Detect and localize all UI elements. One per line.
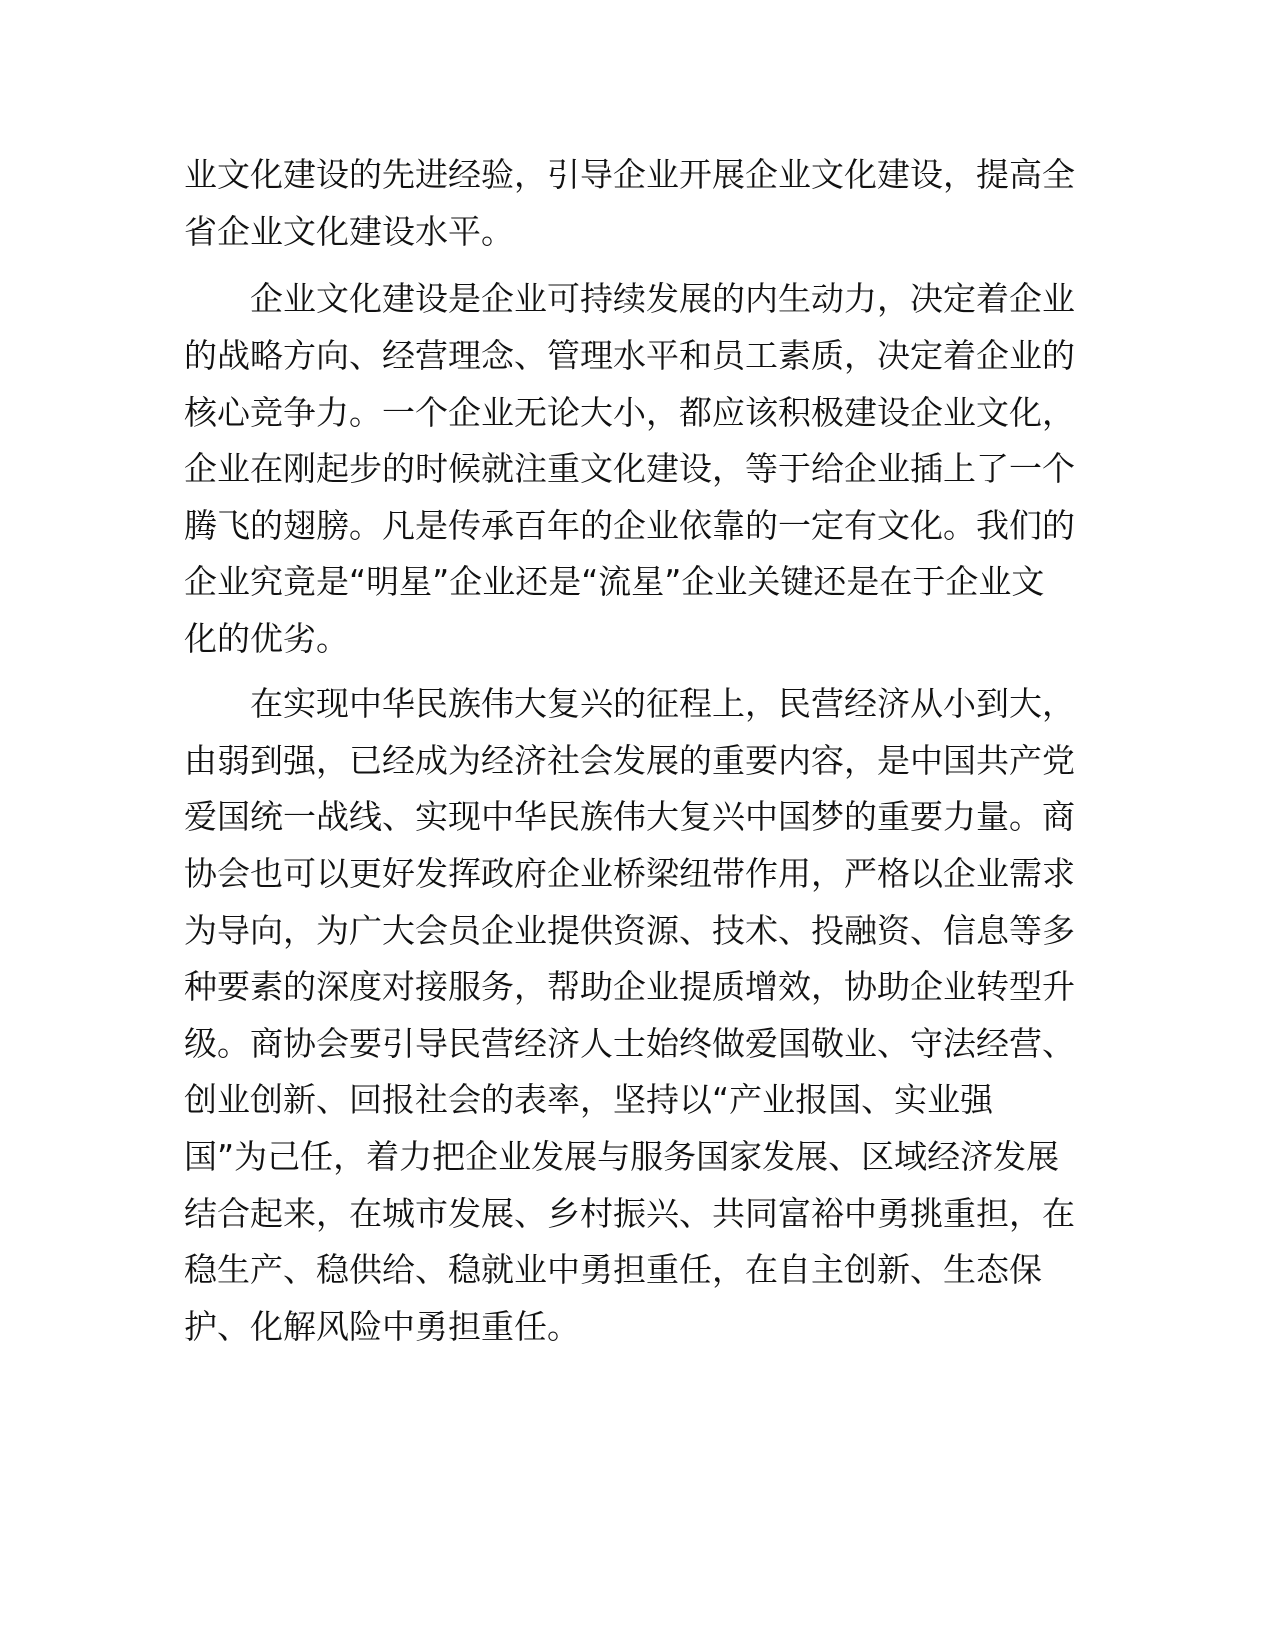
paragraph-3-line-8: 创业创新、回报社会的表率，坚持以“产业报国、实业强 [184,1080,994,1119]
paragraph-2-line-5: 腾飞的翅膀。凡是传承百年的企业依靠的一定有文化。我们的 [184,506,1075,545]
paragraph-2-line-4: 企业在刚起步的时候就注重文化建设，等于给企业插上了一个 [184,449,1075,488]
paragraph-3-line-1: 在实现中华民族伟大复兴的征程上，民营经济从小到大， [250,684,1075,723]
paragraph-2-line-6: 企业究竟是“明星”企业还是“流星”企业关键还是在于企业文 [184,562,1045,601]
paragraph-3-line-4: 协会也可以更好发挥政府企业桥梁纽带作用，严格以企业需求 [184,854,1075,893]
paragraph-3-line-10: 结合起来，在城市发展、乡村振兴、共同富裕中勇挑重担，在 [184,1194,1075,1233]
paragraph-2-line-1: 企业文化建设是企业可持续发展的内生动力，决定着企业 [250,279,1075,318]
paragraph-3-line-11: 稳生产、稳供给、稳就业中勇担重任，在自主创新、生态保 [184,1250,1042,1289]
paragraph-2-line-7: 化的优劣。 [184,619,349,658]
paragraph-3-line-2: 由弱到强，已经成为经济社会发展的重要内容，是中国共产党 [184,741,1075,780]
paragraph-3-line-3: 爱国统一战线、实现中华民族伟大复兴中国梦的重要力量。商 [184,797,1075,836]
paragraph-1-line-1: 业文化建设的先进经验，引导企业开展企业文化建设，提高全 [184,155,1075,194]
paragraph-2-line-3: 核心竞争力。一个企业无论大小，都应该积极建设企业文化， [184,393,1075,432]
paragraph-3-line-9: 国”为己任，着力把企业发展与服务国家发展、区域经济发展 [184,1137,1060,1176]
paragraph-1-line-2: 省企业文化建设水平。 [184,212,514,251]
paragraph-3-line-6: 种要素的深度对接服务，帮助企业提质增效，协助企业转型升 [184,967,1075,1006]
paragraph-3-line-7: 级。商协会要引导民营经济人士始终做爱国敬业、守法经营、 [184,1024,1075,1063]
paragraph-3-line-12: 护、化解风险中勇担重任。 [184,1307,580,1346]
paragraph-2-line-2: 的战略方向、经营理念、管理水平和员工素质，决定着企业的 [184,336,1075,375]
paragraph-3-line-5: 为导向，为广大会员企业提供资源、技术、投融资、信息等多 [184,911,1075,950]
